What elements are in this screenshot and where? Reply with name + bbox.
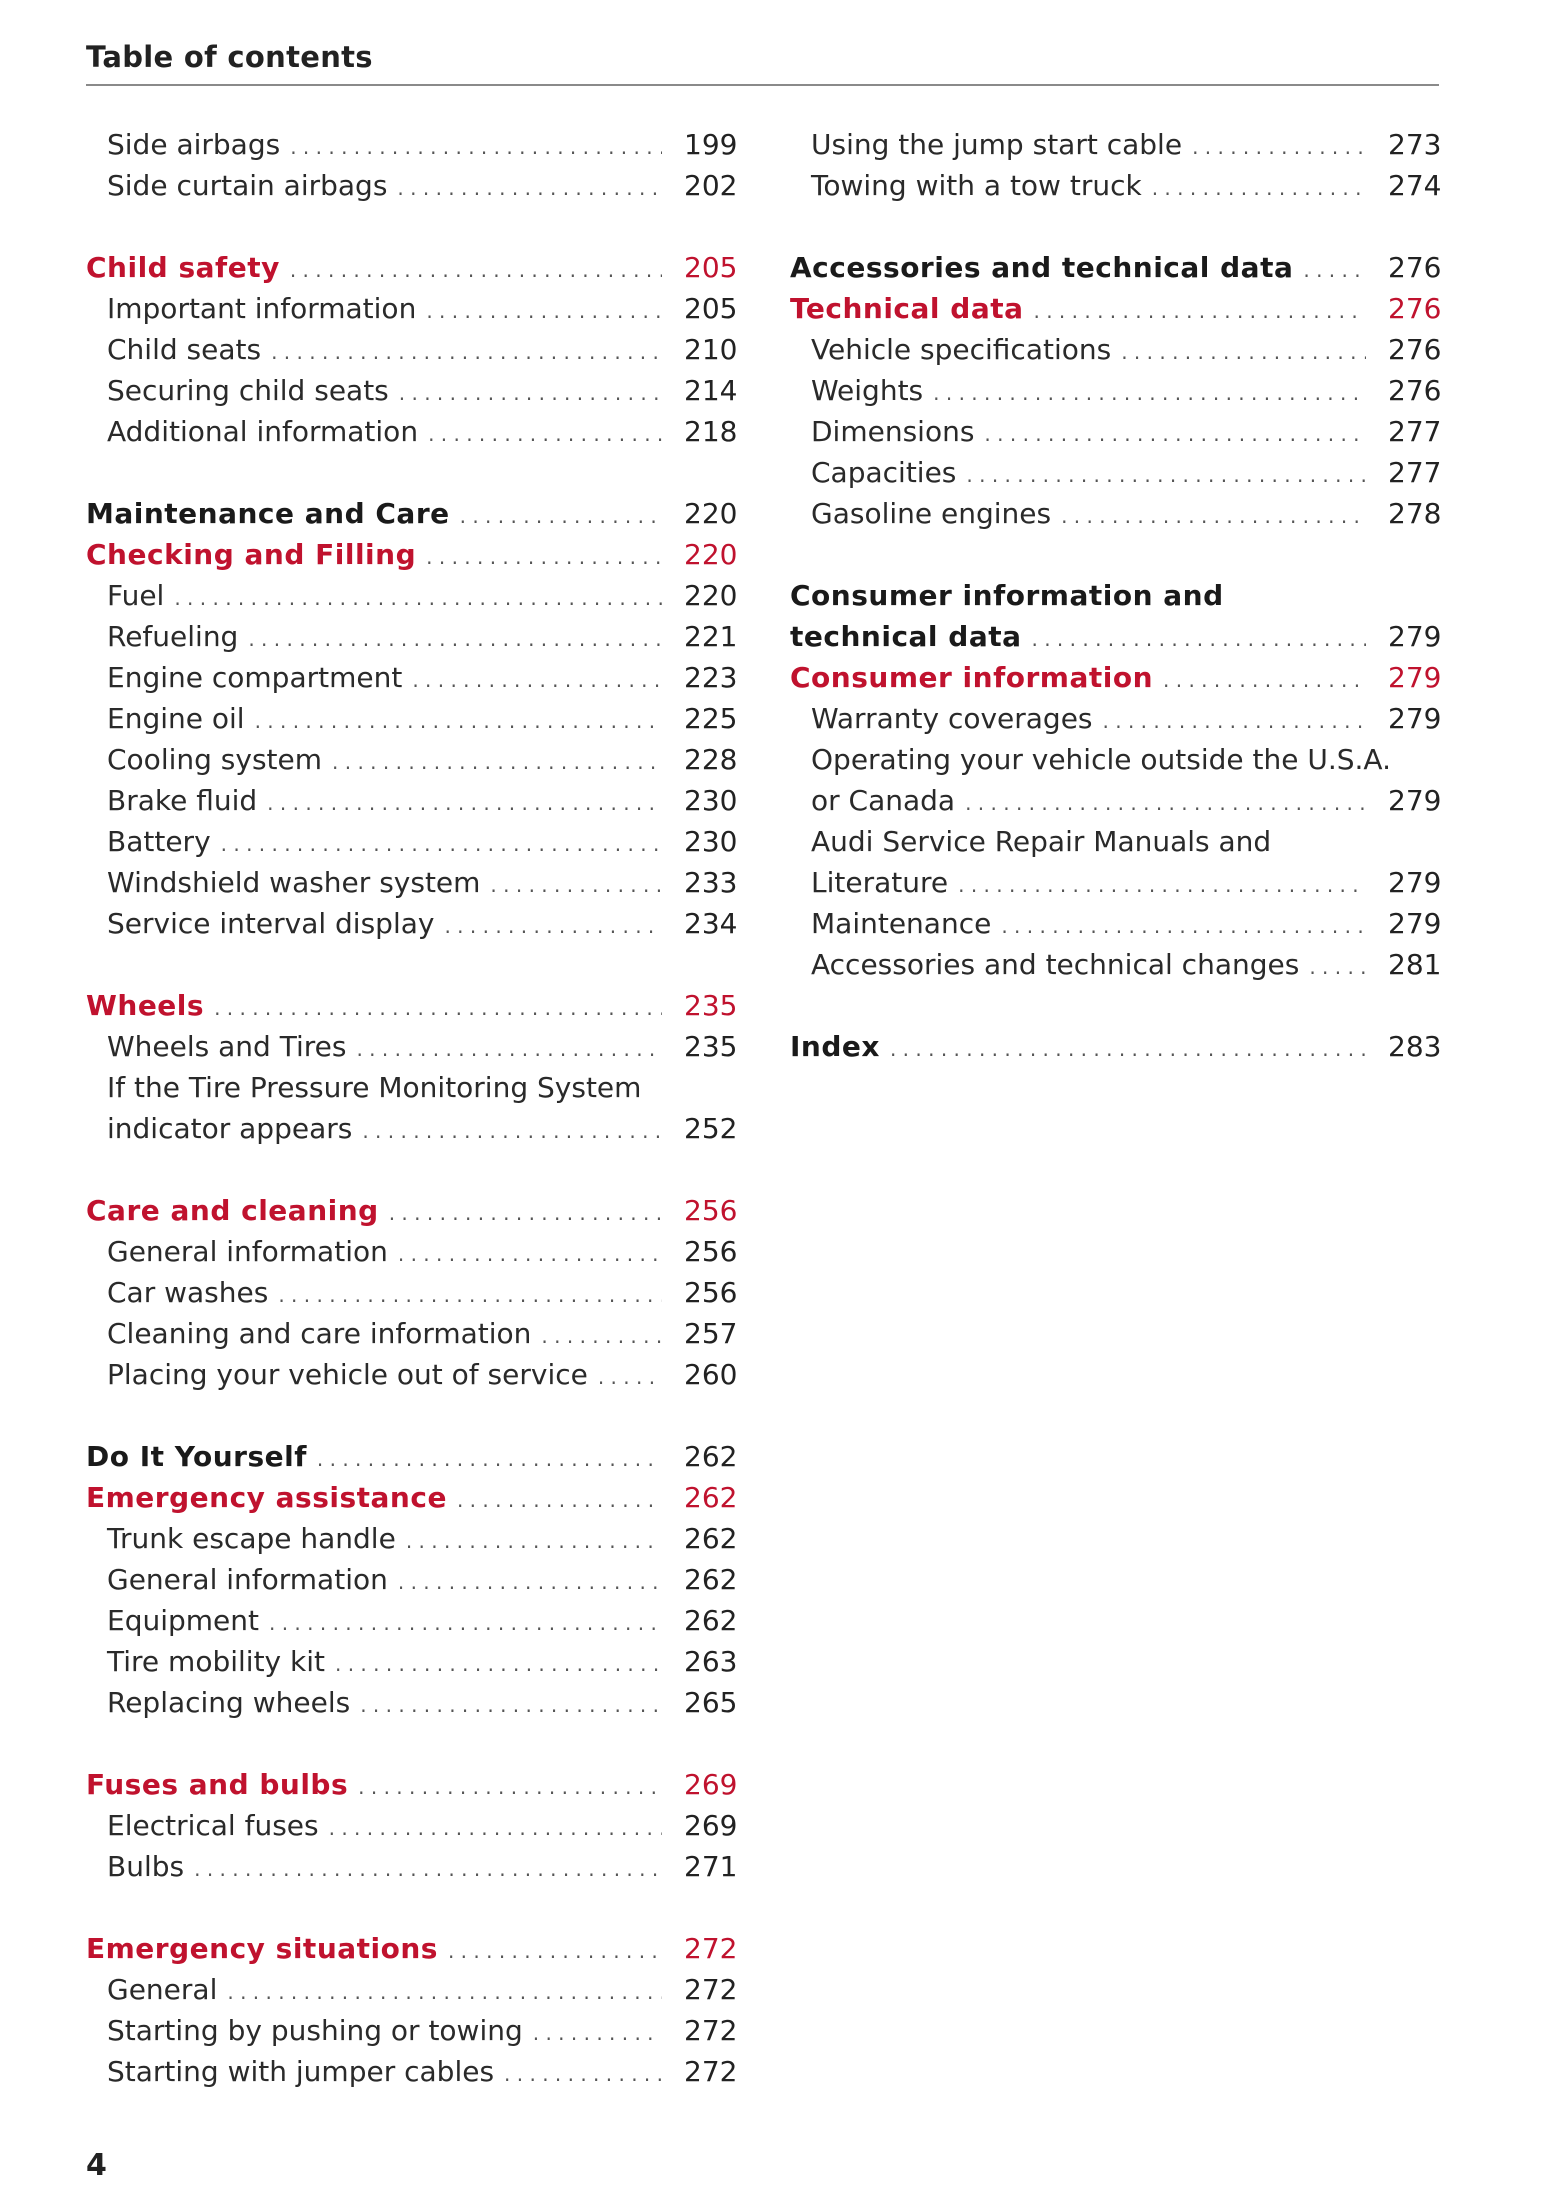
toc-entry-page: 223	[684, 661, 738, 694]
dot-leader	[541, 1316, 662, 1357]
toc-entry-label: Battery	[107, 825, 211, 858]
toc-entry-label: Refueling	[107, 620, 239, 653]
dot-leader	[958, 865, 1366, 906]
toc-entry-label: Tire mobility kit	[107, 1645, 325, 1678]
dot-leader	[248, 619, 662, 660]
toc-entry-label: Do It Yourself	[86, 1440, 307, 1473]
toc-entry[interactable]	[86, 1518, 736, 1559]
toc-entry[interactable]	[790, 165, 1440, 206]
toc-entry[interactable]	[790, 124, 1440, 165]
toc-entry-page: 281	[1388, 948, 1442, 981]
dot-leader	[398, 1234, 662, 1275]
toc-entry-page: 272	[684, 1973, 738, 2006]
dot-leader	[221, 824, 662, 865]
toc-entry[interactable]	[86, 657, 736, 698]
toc-entry[interactable]	[790, 247, 1440, 288]
toc-entry[interactable]	[86, 1969, 736, 2010]
dot-leader	[1001, 906, 1366, 947]
toc-entry[interactable]	[86, 1231, 736, 1272]
toc-entry-label: Cleaning and care information	[107, 1317, 532, 1350]
dot-leader	[317, 1439, 662, 1480]
dot-leader	[426, 291, 662, 332]
toc-entry-label: Child safety	[86, 251, 280, 284]
toc-entry[interactable]	[86, 780, 736, 821]
dot-leader	[398, 1562, 662, 1603]
dot-leader	[1032, 619, 1367, 660]
toc-entry-page: 279	[1388, 620, 1442, 653]
dot-leader	[399, 373, 662, 414]
toc-entry-page: 233	[684, 866, 738, 899]
toc-entry-page: 257	[684, 1317, 738, 1350]
toc-entry[interactable]	[790, 616, 1440, 657]
toc-entry-label: Wheels	[86, 989, 205, 1022]
toc-entry[interactable]	[86, 1108, 736, 1149]
dot-leader	[358, 1767, 662, 1808]
toc-entry[interactable]	[790, 329, 1440, 370]
toc-entry-label: Car washes	[107, 1276, 269, 1309]
dot-leader	[1034, 291, 1367, 332]
toc-entry-page: 199	[684, 128, 738, 161]
toc-entry-label: Replacing wheels	[107, 1686, 351, 1719]
dot-leader	[966, 455, 1366, 496]
toc-entry[interactable]	[790, 821, 1440, 862]
toc-entry[interactable]	[86, 1272, 736, 1313]
toc-entry[interactable]	[790, 1026, 1440, 1067]
toc-entry-page: 272	[684, 2014, 738, 2047]
page-title: Table of contents	[86, 40, 373, 74]
toc-entry-page: 276	[1388, 292, 1442, 325]
toc-entry-label: Engine compartment	[107, 661, 403, 694]
toc-entry-label: Towing with a tow truck	[811, 169, 1142, 202]
toc-entry-label: Accessories and technical data	[790, 251, 1294, 284]
dot-leader	[890, 1029, 1366, 1070]
toc-entry-label: If the Tire Pressure Monitoring System	[107, 1071, 642, 1104]
toc-entry-label: General information	[107, 1563, 388, 1596]
dot-leader	[457, 1480, 662, 1521]
toc-entry-page: 279	[1388, 702, 1442, 735]
toc-entry-label: Emergency situations	[86, 1932, 438, 1965]
dot-leader	[360, 1685, 662, 1726]
dot-leader	[389, 1193, 662, 1234]
toc-entry-page: 269	[684, 1768, 738, 1801]
dot-leader	[332, 742, 662, 783]
toc-entry[interactable]	[790, 493, 1440, 534]
toc-entry-label: or Canada	[811, 784, 956, 817]
toc-entry[interactable]	[790, 780, 1440, 821]
toc-entry-page: 262	[684, 1481, 738, 1514]
toc-entry-label: Index	[790, 1030, 880, 1063]
toc-entry[interactable]	[86, 1764, 736, 1805]
toc-entry-label: Capacities	[811, 456, 957, 489]
toc-entry-page: 272	[684, 2055, 738, 2088]
toc-entry-page: 205	[684, 251, 738, 284]
dot-leader	[933, 373, 1366, 414]
toc-entry-page: 278	[1388, 497, 1442, 530]
toc-entry[interactable]	[86, 575, 736, 616]
toc-entry[interactable]	[86, 903, 736, 944]
dot-leader	[448, 1931, 662, 1972]
toc-entry-page: 262	[684, 1604, 738, 1637]
toc-entry-label: Audi Service Repair Manuals and	[811, 825, 1272, 858]
toc-entry-label: Electrical fuses	[107, 1809, 319, 1842]
toc-entry-label: Equipment	[107, 1604, 259, 1637]
toc-entry-page: 272	[684, 1932, 738, 1965]
toc-entry-label: Brake fluid	[107, 784, 258, 817]
dot-leader	[1163, 660, 1366, 701]
toc-entry-page: 228	[684, 743, 738, 776]
toc-entry-page: 205	[684, 292, 738, 325]
toc-entry-label: Dimensions	[811, 415, 975, 448]
toc-entry-label: Bulbs	[107, 1850, 185, 1883]
toc-entry-page: 262	[684, 1440, 738, 1473]
dot-leader	[1192, 127, 1366, 168]
toc-entry-page: 221	[684, 620, 738, 653]
dot-leader	[227, 1972, 662, 2013]
toc-entry-page: 279	[1388, 784, 1442, 817]
dot-leader	[335, 1644, 662, 1685]
dot-leader	[1309, 947, 1366, 988]
toc-entry[interactable]	[86, 616, 736, 657]
toc-entry[interactable]	[86, 1436, 736, 1477]
toc-entry[interactable]	[86, 1026, 736, 1067]
dot-leader	[504, 2054, 662, 2095]
toc-entry[interactable]	[86, 739, 736, 780]
toc-entry-label: Child seats	[107, 333, 262, 366]
toc-entry[interactable]	[86, 1354, 736, 1395]
dot-leader	[460, 496, 662, 537]
toc-entry[interactable]	[86, 1067, 736, 1108]
toc-entry-label: Literature	[811, 866, 949, 899]
toc-entry[interactable]	[86, 1641, 736, 1682]
toc-entry-label: Accessories and technical changes	[811, 948, 1300, 981]
toc-entry-label: Important information	[107, 292, 417, 325]
toc-entry-label: Starting by pushing or towing	[107, 2014, 523, 2047]
dot-leader	[984, 414, 1366, 455]
toc-entry[interactable]	[86, 247, 736, 288]
toc-entry[interactable]	[790, 452, 1440, 493]
toc-entry[interactable]	[86, 411, 736, 452]
dot-leader	[490, 865, 662, 906]
dot-leader	[214, 988, 662, 1029]
toc-entry-label: Windshield washer system	[107, 866, 481, 899]
toc-entry[interactable]	[790, 944, 1440, 985]
toc-entry-page: 220	[684, 497, 738, 530]
dot-leader	[412, 660, 662, 701]
page-number: 4	[86, 2148, 107, 2183]
toc-entry-page: 276	[1388, 251, 1442, 284]
toc-entry-page: 274	[1388, 169, 1442, 202]
toc-entry-page: 220	[684, 538, 738, 571]
toc-entry[interactable]	[790, 698, 1440, 739]
toc-entry-label: Care and cleaning	[86, 1194, 379, 1227]
toc-entry-label: Engine oil	[107, 702, 245, 735]
dot-leader	[598, 1357, 662, 1398]
dot-leader	[290, 250, 662, 291]
toc-entry-page: 235	[684, 1030, 738, 1063]
toc-entry-page: 283	[1388, 1030, 1442, 1063]
toc-entry-label: Fuses and bulbs	[86, 1768, 349, 1801]
toc-entry[interactable]	[86, 288, 736, 329]
toc-entry[interactable]	[86, 493, 736, 534]
dot-leader	[194, 1849, 662, 1890]
toc-entry-page: 276	[1388, 333, 1442, 366]
dot-leader	[444, 906, 662, 947]
toc-entry[interactable]	[790, 370, 1440, 411]
toc-left-column	[86, 124, 736, 2092]
toc-entry-page: 202	[684, 169, 738, 202]
toc-entry-label: Cooling system	[107, 743, 323, 776]
dot-leader	[255, 701, 662, 742]
page-header	[86, 40, 1439, 86]
toc-entry-label: Additional information	[107, 415, 419, 448]
toc-entry-page: 273	[1388, 128, 1442, 161]
toc-entry-label: Gasoline engines	[811, 497, 1052, 530]
toc-entry-label: Technical data	[790, 292, 1024, 325]
toc-entry-label: Checking and Filling	[86, 538, 417, 571]
dot-leader	[1303, 250, 1366, 291]
toc-entry-label: Side curtain airbags	[107, 169, 388, 202]
toc-entry-label: Fuel	[107, 579, 165, 612]
toc-entry-label: Warranty coverages	[811, 702, 1093, 735]
toc-entry-label: Securing child seats	[107, 374, 389, 407]
toc-entry-page: 256	[684, 1276, 738, 1309]
dot-leader	[271, 332, 662, 373]
toc-entry-label: Starting with jumper cables	[107, 2055, 495, 2088]
dot-leader	[397, 168, 662, 209]
toc-entry-page: 256	[684, 1194, 738, 1227]
toc-entry[interactable]	[86, 1559, 736, 1600]
toc-entry[interactable]	[86, 329, 736, 370]
toc-entry-page: 279	[1388, 866, 1442, 899]
dot-leader	[362, 1111, 662, 1152]
toc-entry-page: 225	[684, 702, 738, 735]
toc-entry-page: 210	[684, 333, 738, 366]
toc-entry-page: 234	[684, 907, 738, 940]
toc-entry[interactable]	[790, 862, 1440, 903]
dot-leader	[278, 1275, 662, 1316]
dot-leader	[290, 127, 662, 168]
toc-entry-label: Consumer information and	[790, 579, 1224, 612]
toc-entry-page: 279	[1388, 661, 1442, 694]
toc-entry-page: 265	[684, 1686, 738, 1719]
toc-entry[interactable]	[790, 411, 1440, 452]
toc-entry[interactable]	[86, 165, 736, 206]
toc-entry[interactable]	[790, 657, 1440, 698]
toc-entry-page: 262	[684, 1563, 738, 1596]
toc-right-column	[790, 124, 1440, 1067]
toc-entry[interactable]	[86, 370, 736, 411]
toc-entry[interactable]	[790, 288, 1440, 329]
toc-entry-page: 269	[684, 1809, 738, 1842]
dot-leader	[267, 783, 662, 824]
toc-entry[interactable]	[86, 2010, 736, 2051]
toc-entry[interactable]	[86, 1477, 736, 1518]
toc-entry-label: Trunk escape handle	[107, 1522, 396, 1555]
toc-entry-label: Vehicle specifications	[811, 333, 1112, 366]
toc-entry-label: Emergency assistance	[86, 1481, 447, 1514]
toc-entry-page: 279	[1388, 907, 1442, 940]
toc-entry-page: 271	[684, 1850, 738, 1883]
toc-entry-page: 256	[684, 1235, 738, 1268]
toc-entry-label: Placing your vehicle out of service	[107, 1358, 588, 1391]
dot-leader	[1121, 332, 1366, 373]
dot-leader	[428, 414, 662, 455]
toc-entry-label: Maintenance	[811, 907, 992, 940]
toc-entry[interactable]	[86, 534, 736, 575]
toc-entry-page: 230	[684, 784, 738, 817]
toc-entry-page: 276	[1388, 374, 1442, 407]
toc-entry-label: Weights	[811, 374, 924, 407]
toc-entry[interactable]	[790, 575, 1440, 616]
toc-entry-label: Using the jump start cable	[811, 128, 1183, 161]
toc-entry[interactable]	[790, 739, 1440, 780]
toc-entry-page: 263	[684, 1645, 738, 1678]
toc-entry-page: 252	[684, 1112, 738, 1145]
dot-leader	[329, 1808, 662, 1849]
toc-entry[interactable]	[86, 862, 736, 903]
dot-leader	[426, 537, 662, 578]
toc-entry-label: Service interval display	[107, 907, 435, 940]
toc-entry-label: Wheels and Tires	[107, 1030, 347, 1063]
dot-leader	[356, 1029, 662, 1070]
dot-leader	[174, 578, 662, 619]
dot-leader	[1103, 701, 1366, 742]
toc-entry-page: 214	[684, 374, 738, 407]
toc-entry-page: 235	[684, 989, 738, 1022]
toc-entry[interactable]	[86, 985, 736, 1026]
toc-entry[interactable]	[86, 1805, 736, 1846]
toc-entry[interactable]	[86, 698, 736, 739]
dot-leader	[1152, 168, 1366, 209]
toc-entry[interactable]	[86, 1846, 736, 1887]
toc-entry[interactable]	[86, 821, 736, 862]
toc-entry-label: General information	[107, 1235, 388, 1268]
toc-entry-page: 220	[684, 579, 738, 612]
toc-entry[interactable]	[86, 1682, 736, 1723]
dot-leader	[406, 1521, 662, 1562]
dot-leader	[1061, 496, 1366, 537]
toc-entry-page: 260	[684, 1358, 738, 1391]
toc-entry[interactable]	[86, 1313, 736, 1354]
toc-entry-label: General	[107, 1973, 218, 2006]
toc-entry-label: indicator appears	[107, 1112, 353, 1145]
toc-entry-label: technical data	[790, 620, 1022, 653]
toc-entry[interactable]	[86, 124, 736, 165]
toc-entry-label: Operating your vehicle outside the U.S.A.	[811, 743, 1391, 776]
toc-entry[interactable]	[86, 1190, 736, 1231]
dot-leader	[533, 2013, 662, 2054]
toc-entry[interactable]	[86, 1928, 736, 1969]
toc-entry-page: 262	[684, 1522, 738, 1555]
toc-entry[interactable]	[86, 1600, 736, 1641]
toc-entry[interactable]	[790, 903, 1440, 944]
toc-entry-label: Maintenance and Care	[86, 497, 450, 530]
dot-leader	[965, 783, 1366, 824]
toc-entry[interactable]	[86, 2051, 736, 2092]
toc-entry-page: 277	[1388, 415, 1442, 448]
toc-entry-label: Side airbags	[107, 128, 281, 161]
toc-entry-label: Consumer information	[790, 661, 1154, 694]
dot-leader	[269, 1603, 662, 1644]
toc-entry-page: 277	[1388, 456, 1442, 489]
toc-entry-page: 218	[684, 415, 738, 448]
toc-entry-page: 230	[684, 825, 738, 858]
